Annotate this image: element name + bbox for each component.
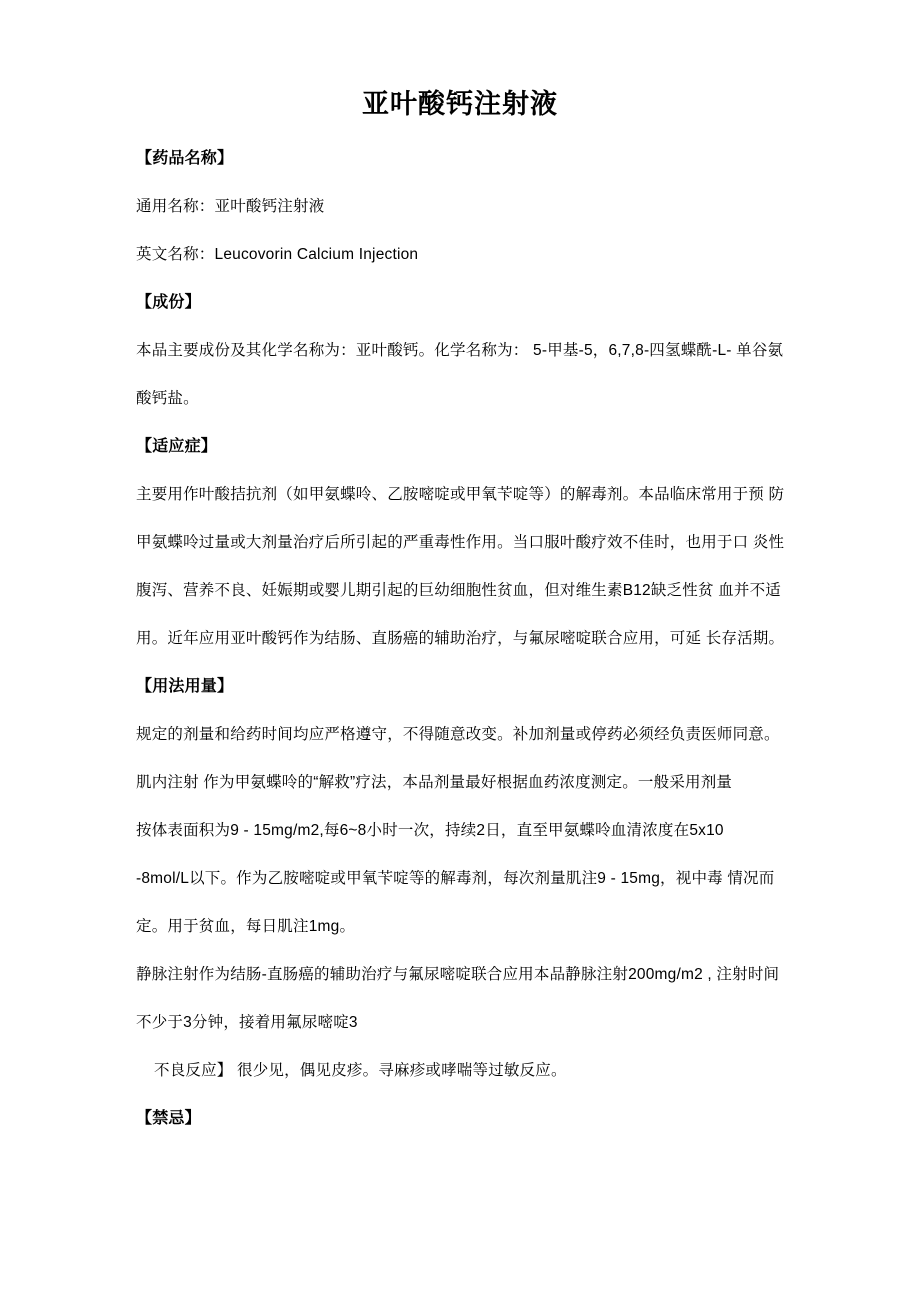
- text-line: 静脉注射作为结肠-直肠癌的辅助治疗与氟尿嘧啶联合应用本品静脉注射200mg/m2 , 注射时间: [136, 966, 780, 983]
- section-heading: 【禁忌】: [136, 1110, 201, 1127]
- text-line: 不少于3分钟，接着用氟尿嘧啶3: [136, 1014, 358, 1031]
- text-line: 主要用作叶酸拮抗剂（如甲氨蝶呤、乙胺嘧啶或甲氧苄啶等）的解毒剂。本品临床常用于预 防: [136, 486, 785, 503]
- text-line: 不良反应】 很少见，偶见皮疹。寻麻疹或哮喘等过敏反应。: [154, 1062, 567, 1079]
- text-line: -8mol/L以下。作为乙胺嘧啶或甲氧苄啶等的解毒剂，每次剂量肌注9 - 15mg，视中毒 情况而: [136, 870, 775, 887]
- text-line: 肌内注射 作为甲氨蝶呤的“解救”疗法，本品剂量最好根据血药浓度测定。一般采用剂量: [136, 774, 733, 791]
- text-line: 定。用于贫血，每日肌注1mg。: [136, 918, 356, 935]
- text-line: 通用名称：亚叶酸钙注射液: [136, 198, 325, 215]
- text-line: 酸钙盐。: [136, 390, 199, 407]
- text-line: 腹泻、营养不良、妊娠期或婴儿期引起的巨幼细胞性贫血，但对维生素B12缺乏性贫 血并不适: [136, 582, 781, 599]
- section-heading: 【用法用量】: [136, 678, 234, 695]
- text-line: 用。近年应用亚叶酸钙作为结肠、直肠癌的辅助治疗，与氟尿嘧啶联合应用，可延 长存活期。: [136, 630, 785, 647]
- text-line: 按体表面积为9 - 15mg/m2,每6~8小时一次，持续2日，直至甲氨蝶呤血清浓度在5x10: [136, 822, 724, 839]
- section-heading: 【成份】: [136, 294, 201, 311]
- section-heading: 【药品名称】: [136, 150, 234, 167]
- text-line: 本品主要成份及其化学名称为：亚叶酸钙。化学名称为： 5-甲基-5，6,7,8-四氢蝶酰-L- 单谷氨: [136, 342, 784, 359]
- document-title: 亚叶酸钙注射液: [362, 89, 558, 119]
- text-line: 英文名称：Leucovorin Calcium Injection: [136, 246, 419, 263]
- document-lines: [0, 135, 920, 1143]
- section-heading: 【适应症】: [136, 438, 218, 455]
- text-line: 甲氨蝶呤过量或大剂量治疗后所引起的严重毒性作用。当口服叶酸疗效不佳时，也用于口 炎性: [136, 534, 785, 551]
- text-line: 规定的剂量和给药时间均应严格遵守，不得随意改变。补加剂量或停药必须经负责医师同意。: [136, 726, 780, 743]
